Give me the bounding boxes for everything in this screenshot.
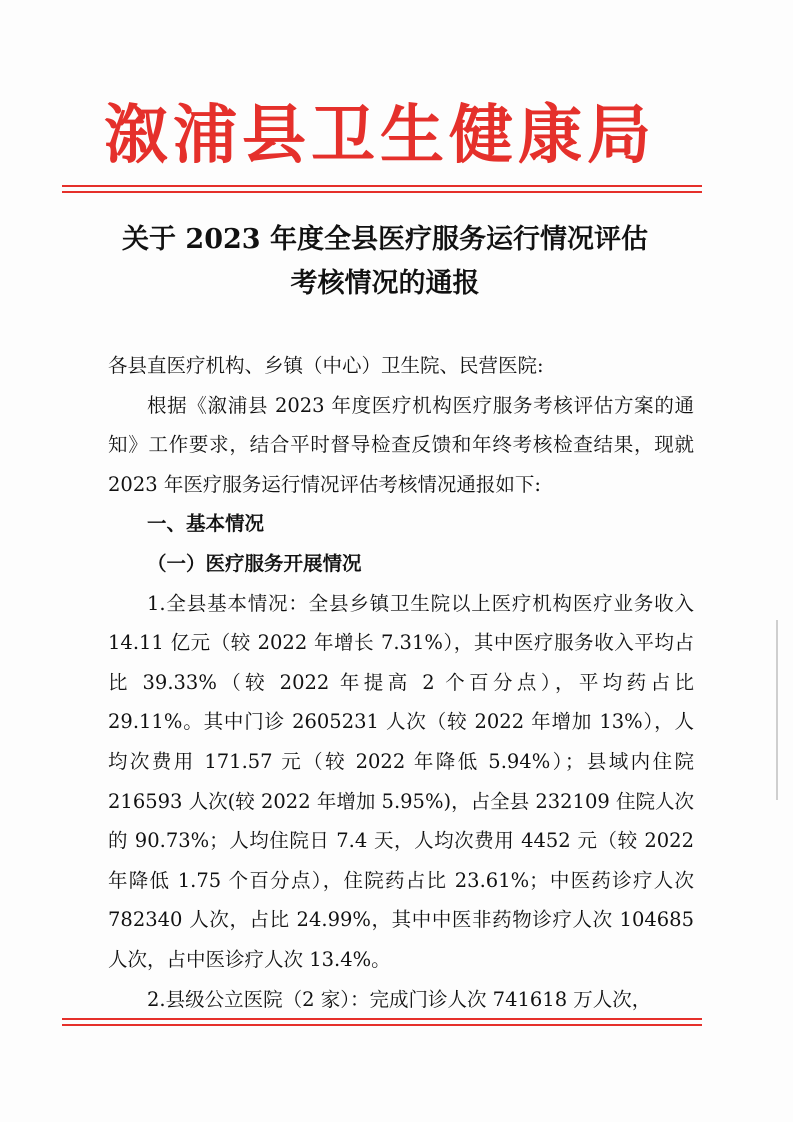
- paragraph-county-hospitals: 2.县级公立医院（2 家）：完成门诊人次 741618 万人次，: [147, 987, 652, 1011]
- subsection-heading-medical-services: （一）医疗服务开展情况: [147, 551, 362, 575]
- section-heading-basic-situation: 一、基本情况: [147, 512, 265, 536]
- document-body: [108, 346, 694, 1019]
- footer-divider-top: [62, 1018, 702, 1020]
- intro-paragraph: 根据《溆浦县 2023 年度医疗机构医疗服务考核评估方案的通知》工作要求，结合平时督导检查反馈和年终考核检查结果，现就 2023 年医疗服务运行情况评估考核情况通报如下:: [108, 393, 694, 496]
- paragraph-county-overview: 1.全县基本情况：全县乡镇卫生院以上医疗机构医疗业务收入 14.11 亿元（较 2022 年增长 7.31%），其中医疗服务收入平均占比 39.33%（较 2022 年提高 2 个百分点），平均药占比 29.11%。其中门诊 2605231 人次（较 2022 年增加 13%），人均次费用 171.57 元（较 2022 年降低 5.94%）；县域内住院 216593 人次(较 2022 年增加 5.95%)，占全县 232109 住院人次的 90.73%；人均住院日 7.4 天，人均次费用 4452 元（较 2022 年降低 1.75 个百分点），住院药占比 23.61%；中医药诊疗人次 782340 人次，占比 24.99%，其中中医非药物诊疗人次 104685 人次，占中医诊疗人次 13.4%。: [108, 591, 694, 971]
- document-title-line-2: 考核情况的通报: [290, 268, 480, 299]
- organization-header: 溆浦县卫生健康局: [104, 98, 656, 173]
- salutation: 各县直医疗机构、乡镇（中心）卫生院、民营医院:: [108, 354, 544, 377]
- header-divider-bottom: [62, 191, 702, 193]
- document-title-line-1: 关于 2023 年度全县医疗服务运行情况评估: [122, 224, 648, 255]
- header-divider-top: [62, 185, 702, 187]
- footer-divider-bottom: [62, 1024, 702, 1026]
- scan-edge-mark: [776, 620, 778, 800]
